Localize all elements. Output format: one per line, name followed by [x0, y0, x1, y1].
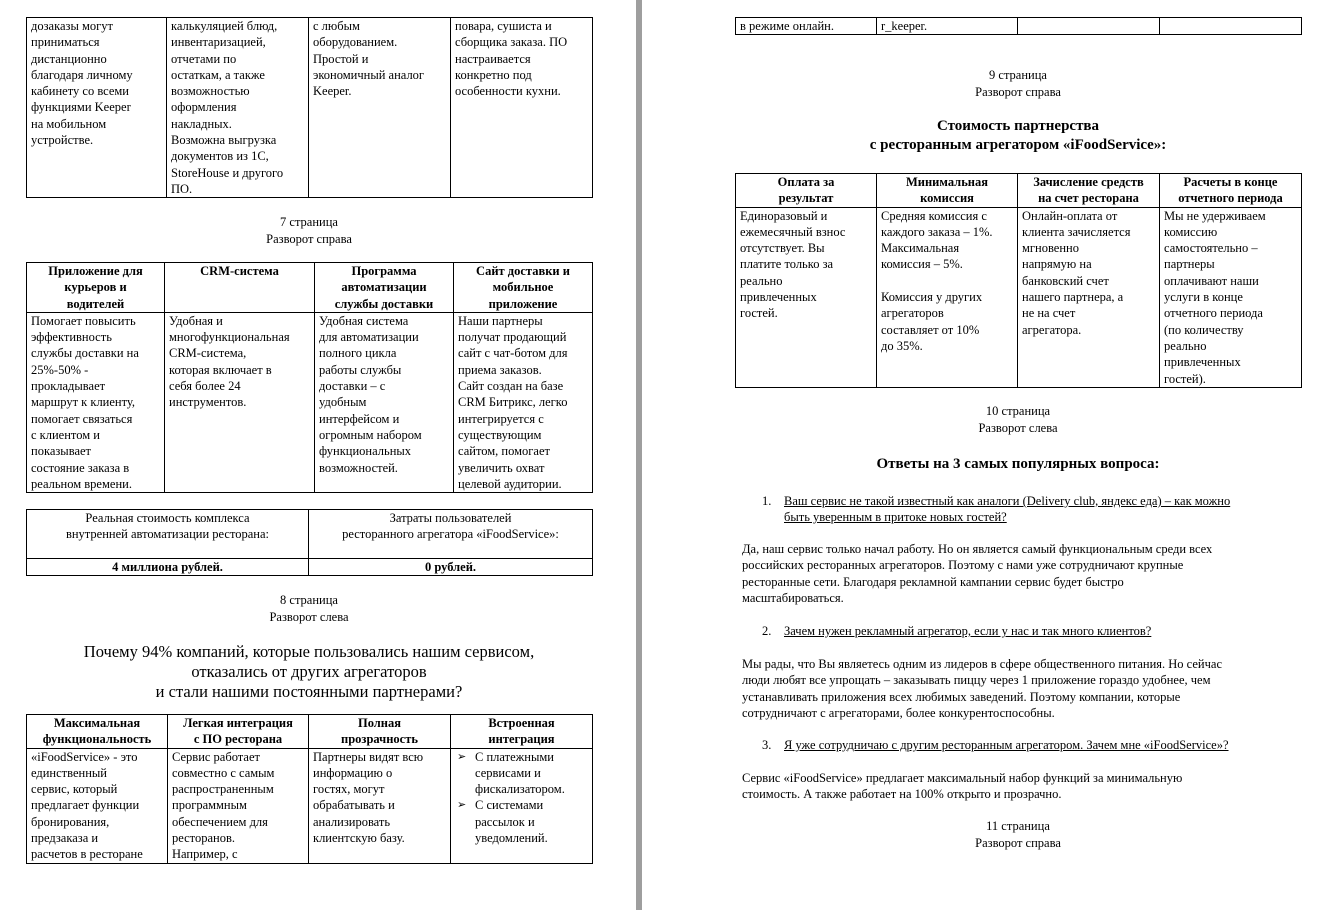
- document-page-left: [0, 0, 636, 910]
- spread-label: Разворот справа: [266, 231, 352, 246]
- table-header: Полная прозрачность: [309, 715, 451, 749]
- page-number: 7 страница: [280, 215, 338, 229]
- table-cell: Мы не удерживаем комиссию самостоятельно – партнеры оплачивают наши услуги в конце отчетного периода (по количеству реально привлеченных гостей).: [1160, 207, 1302, 387]
- table-header: Встроенная интеграция: [451, 715, 593, 749]
- section-heading: Ответы на 3 самых популярных вопроса:: [876, 456, 1160, 472]
- table-cell: Средняя комиссия с каждого заказа – 1%. Максимальная комиссия – 5%. Комиссия у других агрегаторов составляет от 10% до 35%.: [877, 207, 1018, 387]
- spread-label: Разворот слева: [269, 609, 349, 624]
- table-cell: [451, 748, 593, 863]
- page-number: 11 страница: [986, 819, 1050, 833]
- question-number: 2.: [762, 624, 772, 638]
- page-number-caption: [26, 592, 592, 625]
- table-cell: калькуляцией блюд, инвентаризацией, отчетами по остаткам, а также возможностью оформления накладных. Возможна выгрузка документов из 1С, StoreHouse и другого ПО.: [167, 18, 309, 198]
- question-number: 1.: [762, 494, 772, 508]
- page-number: 9 страница: [989, 68, 1047, 82]
- table-cell: Партнеры видят всю информацию о гостях, могут обрабатывать и анализировать клиентскую базу.: [309, 748, 451, 863]
- cost-comparison-table: [26, 509, 593, 576]
- faq-answer: Да, наш сервис только начал работу. Но он является самый функциональным среди всех российских ресторанных агрегаторов. Поэтому с нами уже сотрудничают крупные ресторанные сети. Благодаря рекламной кампании сервис будет быстро масштабироваться.: [742, 542, 1213, 605]
- spread-label: Разворот справа: [975, 84, 1061, 99]
- cost-value: 0 рублей.: [309, 559, 593, 576]
- faq-answer: Мы рады, что Вы являетесь одним из лидеров в сфере общественного питания. Но сейчас люди любят все упрощать – заказывать пиццу через 1 приложение гораздо удобнее, чем устанавливать приложения всех любимых заведений. Поэтому компании, которые сотрудничают с агрегаторами, более конкурентоспособны.: [742, 657, 1223, 720]
- list-item: ➢ С платежными сервисами и фискализатором.: [457, 749, 565, 797]
- bullet-list: [455, 749, 588, 847]
- table-cell: Единоразовый и ежемесячный взнос отсутствует. Вы платите только за реально привлеченных гостей.: [736, 207, 877, 387]
- table-continued-top: [735, 17, 1302, 35]
- faq-answer: Сервис «iFoodService» предлагает максимальный набор функций за минимальную стоимость. А также работает на 100% открыто и прозрачно.: [742, 771, 1183, 802]
- table-cell: Сервис работает совместно с самым распространенным программным обеспечением для ресторанов. Например, с: [168, 748, 309, 863]
- features-table: [26, 262, 593, 493]
- list-item: ➢ С системами рассылок и уведомлений.: [457, 798, 548, 846]
- page-number: 10 страница: [985, 404, 1051, 418]
- table-cell: дозаказы могут приниматься дистанционно благодаря личному кабинету со всеми функциями Keeper на мобильном устройстве.: [27, 18, 167, 198]
- document-page-right: [642, 0, 1324, 910]
- arrow-bullet-icon: ➢: [457, 799, 467, 812]
- table-header: Минимальная комиссия: [877, 174, 1018, 208]
- question-text: Ваш сервис не такой известный как аналоги (Delivery club, яндекс еда) – как можно быть уверенным в притоке новых гостей?: [784, 494, 1231, 525]
- table-header: Максимальная функциональность: [27, 715, 168, 749]
- table-cell: Наши партнеры получат продающий сайт с чат-ботом для приема заказов. Сайт создан на базе CRM Битрикс, легко интегрируется с существующим сайтом, помогает увеличить охват целевой аудитории.: [454, 312, 593, 492]
- table-header: Расчеты в конце отчетного периода: [1160, 174, 1302, 208]
- table-cell: [1018, 18, 1160, 35]
- table-cell: «iFoodService» - это единственный сервис, который предлагает функции бронирования, предзаказа и расчетов в ресторане: [27, 748, 168, 863]
- table-cell: в режиме онлайн.: [736, 18, 877, 35]
- spread-label: Разворот слева: [978, 420, 1058, 435]
- table-header: Зачисление средств на счет ресторана: [1018, 174, 1160, 208]
- section-heading: Почему 94% компаний, которые пользовались нашим сервисом, отказались от других агрегаторов и стали нашими постоянными партнерами?: [83, 642, 535, 701]
- table-header: Программа автоматизации службы доставки: [315, 263, 454, 313]
- table-header: Приложение для курьеров и водителей: [27, 263, 165, 313]
- pricing-table: [735, 173, 1302, 388]
- table-cell: r_keeper.: [877, 18, 1018, 35]
- page-number-caption: [735, 403, 1301, 436]
- table-cell: Помогает повысить эффективность службы доставки на 25%-50% - прокладывает маршрут к клиенту, помогает связаться с клиентом и показывает состояние заказа в реальном времени.: [27, 312, 165, 492]
- table-cell: Удобная и многофункциональная CRM-система, которая включает в себя более 24 инструментов.: [165, 312, 315, 492]
- page-number-caption: [735, 818, 1301, 851]
- table-header: Оплата за результат: [736, 174, 877, 208]
- spread-label: Разворот справа: [975, 835, 1061, 850]
- table-cell: Онлайн-оплата от клиента зачисляется мгновенно напрямую на банковский счет нашего партнера, а не на счет агрегатора.: [1018, 207, 1160, 387]
- table-header: CRM-система: [165, 263, 315, 313]
- question-number: 3.: [762, 738, 772, 752]
- table-cell: [1160, 18, 1302, 35]
- question-text: Я уже сотрудничаю с другим ресторанным агрегатором. Зачем мне «iFoodService»?: [784, 738, 1229, 752]
- page-number-caption: [735, 67, 1301, 100]
- question-text: Зачем нужен рекламный агрегатор, если у нас и так много клиентов?: [784, 624, 1152, 638]
- table-continued-top: [26, 17, 593, 198]
- table-cell: Реальная стоимость комплекса внутренней автоматизации ресторана:: [27, 510, 309, 559]
- table-cell: с любым оборудованием. Простой и экономичный аналог Keeper.: [309, 18, 451, 198]
- arrow-bullet-icon: ➢: [457, 750, 467, 763]
- table-header: Легкая интеграция с ПО ресторана: [168, 715, 309, 749]
- cost-value: 4 миллиона рублей.: [27, 559, 309, 576]
- table-cell: повара, сушиста и сборщика заказа. ПО настраивается конкретно под особенности кухни.: [451, 18, 593, 198]
- table-cell: Затраты пользователей ресторанного агрегатора «iFoodService»:: [309, 510, 593, 559]
- page-number: 8 страница: [280, 593, 338, 607]
- benefits-table: [26, 714, 593, 864]
- page-number-caption: [26, 214, 592, 247]
- section-heading: Стоимость партнерства с ресторанным агрегатором «iFoodService»:: [869, 118, 1167, 153]
- table-cell: Удобная система для автоматизации полного цикла работы службы доставки – с удобным интерфейсом и огромным набором функциональных возможностей.: [315, 312, 454, 492]
- table-header: Сайт доставки и мобильное приложение: [454, 263, 593, 313]
